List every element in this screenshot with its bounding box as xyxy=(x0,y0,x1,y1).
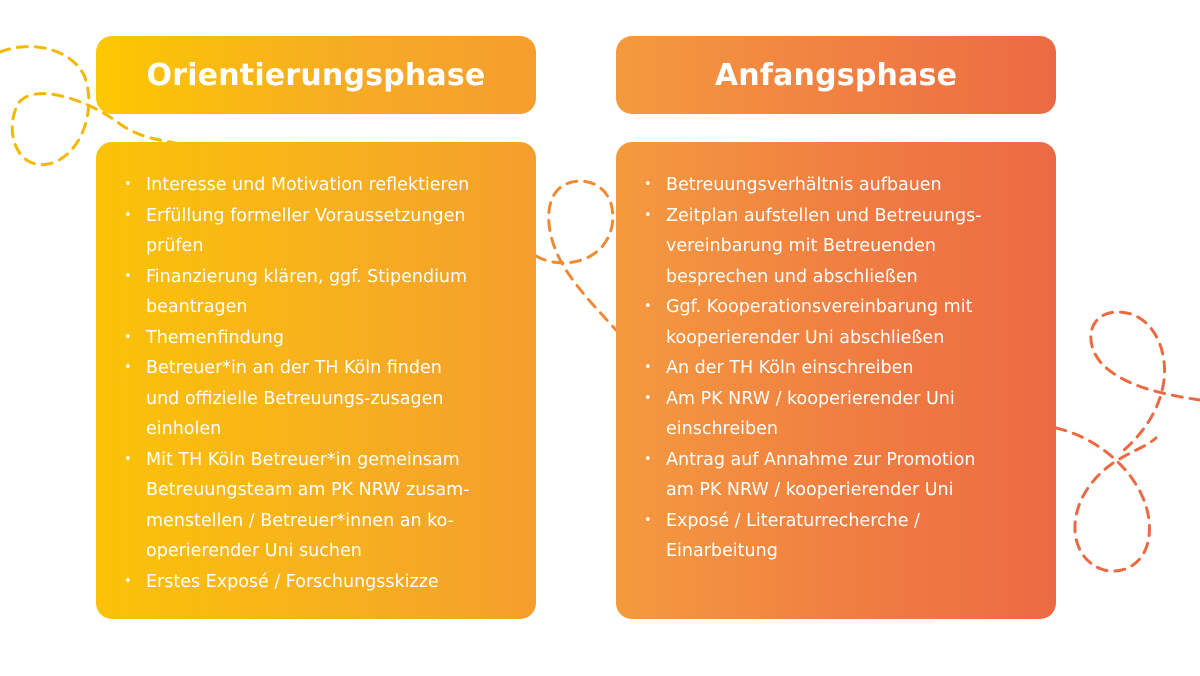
list-item xyxy=(122,445,524,567)
list-item-line: Betreuer*in an der TH Köln finden xyxy=(146,358,442,378)
dashed-loop-right-upper xyxy=(1091,312,1200,450)
list-item-line: Mit TH Köln Betreuer*in gemeinsam xyxy=(146,449,460,470)
list-item-line: Antrag auf Annahme zur Promotion xyxy=(666,449,976,470)
list-item-line: Erstes Exposé / Forschungsskizze xyxy=(146,571,439,592)
list-item-line: am PK NRW / kooperierender Uni xyxy=(666,480,954,500)
list-item-line: besprechen und abschließen xyxy=(666,266,918,287)
list-item-line: menstellen / Betreuer*innen an ko- xyxy=(146,510,454,531)
list-item xyxy=(642,292,1044,353)
dashed-loop-middle xyxy=(536,181,616,330)
list-item-line: einschreiben xyxy=(666,419,778,439)
list-item xyxy=(642,353,1044,384)
list-item-line: kooperierender Uni abschließen xyxy=(666,327,945,348)
orientierungsphase-header xyxy=(96,36,536,114)
orientierungsphase-card xyxy=(96,142,536,619)
list-item xyxy=(642,170,1044,201)
list-item-line: Finanzierung klären, ggf. Stipendium xyxy=(146,266,468,287)
list-item xyxy=(122,567,524,598)
list-item xyxy=(642,201,1044,293)
list-item-line: Einarbeitung xyxy=(666,541,778,561)
list-item xyxy=(122,353,524,445)
phase-list xyxy=(122,170,524,597)
list-item-line: Erfüllung formeller Voraussetzungen xyxy=(146,205,466,226)
list-item-line: Am PK NRW / kooperierender Uni xyxy=(666,388,955,409)
list-item xyxy=(122,170,524,201)
list-item-line: einholen xyxy=(146,419,222,439)
list-item-line: Zeitplan aufstellen und Betreuungs- xyxy=(666,205,982,226)
list-item-line: Betreuungsteam am PK NRW zusam- xyxy=(146,480,470,500)
list-item-line: prüfen xyxy=(146,236,204,256)
phase-title: Orientierungsphase xyxy=(146,57,486,93)
list-item-line: und offizielle Betreuungs-zusagen xyxy=(146,388,444,409)
list-item-line: Themenfindung xyxy=(146,327,284,348)
list-item-line: Betreuungsverhältnis aufbauen xyxy=(666,175,942,195)
list-item-line: Exposé / Literaturrecherche / xyxy=(666,510,920,531)
list-item-line: beantragen xyxy=(146,297,248,317)
list-item-line: An der TH Köln einschreiben xyxy=(666,358,914,378)
list-item xyxy=(122,201,524,262)
anfangsphase-header xyxy=(616,36,1056,114)
list-item xyxy=(642,384,1044,445)
list-item xyxy=(642,445,1044,506)
phase-title: Anfangsphase xyxy=(714,57,958,93)
list-item-line: Ggf. Kooperationsvereinbarung mit xyxy=(666,297,973,317)
list-item-line: operierender Uni suchen xyxy=(146,541,362,561)
list-item-line: vereinbarung mit Betreuenden xyxy=(666,236,936,256)
list-item xyxy=(122,262,524,323)
dashed-loop-right xyxy=(1056,428,1156,571)
list-item xyxy=(122,323,524,354)
phase-list xyxy=(642,170,1044,567)
list-item-line: Interesse und Motivation reflektieren xyxy=(146,175,470,195)
list-item xyxy=(642,506,1044,567)
anfangsphase-card xyxy=(616,142,1056,619)
